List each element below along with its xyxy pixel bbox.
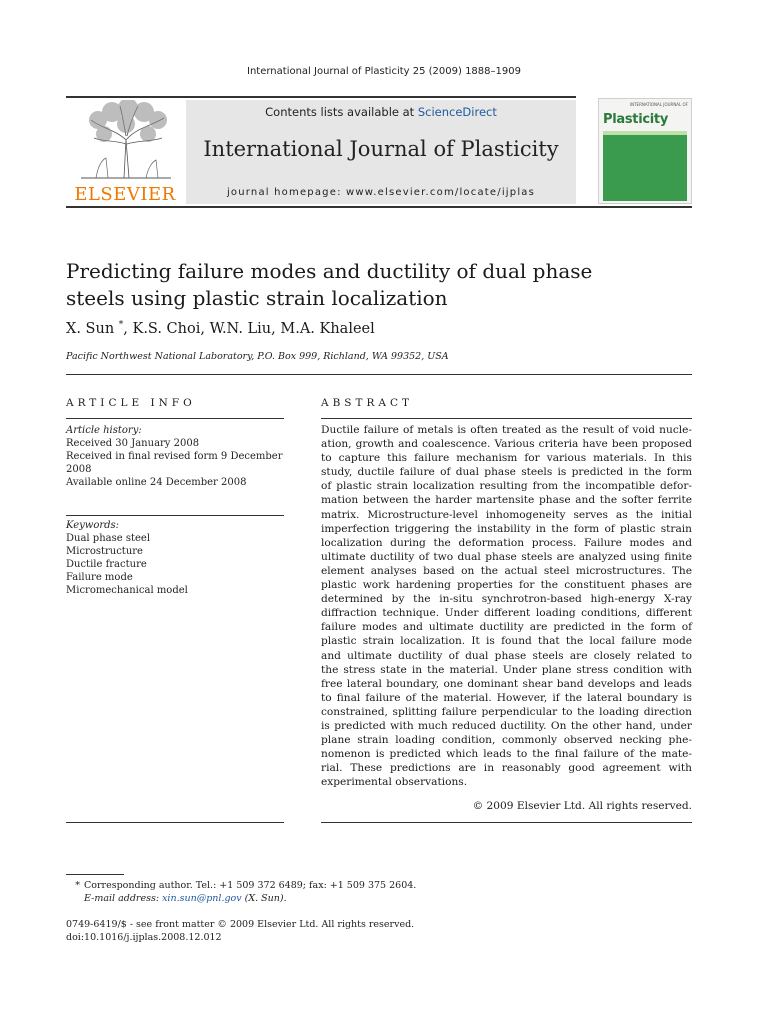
abstract-line: mation between the harder martensite phase and the softer ferrite [321, 494, 692, 507]
article-history [66, 424, 284, 489]
abstract-heading: ABSTRACT [321, 397, 414, 409]
footnote-rule [66, 874, 124, 875]
cover-art [603, 131, 687, 201]
contents-line [186, 105, 576, 119]
footnote [66, 879, 566, 905]
journal-banner [186, 100, 576, 204]
contents-prefix: Contents lists available at [265, 105, 418, 119]
keyword-item: Microstructure [66, 546, 143, 557]
abstract-line: plastic work hardening properties for the constituent phases are [321, 579, 692, 592]
abstract-line: localization during the deformation process. Failure modes and [321, 536, 692, 549]
abstract-line: nomenon is predicted which leads to the final failure of the mate- [321, 748, 692, 761]
elsevier-tree-icon [76, 100, 176, 180]
article-title-line: Predicting failure modes and ductility of dual phase [66, 259, 593, 283]
abstract-line: plane strain loading condition, commonly observed necking phe- [321, 734, 692, 747]
abstract-end-rule [321, 822, 692, 823]
cover-stripe [603, 131, 687, 135]
abstract-line: constrained, splitting failure perpendicular to the loading direction [321, 705, 692, 718]
abstract-line: plastic strain localization. It is found that the local failure mode [321, 635, 692, 648]
abstract-copyright: © 2009 Elsevier Ltd. All rights reserved. [472, 800, 692, 812]
abstract-line: matrix. Microstructure-level inhomogeneity serves as the initial [321, 508, 692, 521]
sciencedirect-link[interactable]: ScienceDirect [417, 105, 497, 119]
journal-name: International Journal of Plasticity [203, 137, 559, 161]
abstract-line: study, ductile failure of dual phase steels is predicted in the form [321, 466, 692, 479]
history-label: Article history: [66, 425, 142, 436]
history-item: Received in final revised form 9 December [66, 451, 283, 462]
journal-cover-thumbnail [598, 98, 692, 204]
keyword-item: Failure mode [66, 572, 133, 583]
keywords-label: Keywords: [66, 520, 120, 531]
abstract-line: of plastic strain localization resulting from the incompatible defor- [321, 480, 692, 493]
email-label: E-mail address: [84, 893, 160, 904]
journal-homepage[interactable]: journal homepage: www.elsevier.com/locate/ijplas [226, 187, 536, 198]
abstract-line: failure modes and ultimate ductility are predicted in the form of [321, 621, 692, 634]
corresponding-text: Corresponding author. Tel.: +1 509 372 6489; fax: +1 509 375 2604. [84, 880, 417, 891]
email-suffix: (X. Sun). [241, 893, 287, 904]
doi-line[interactable]: doi:10.1016/j.ijplas.2008.12.012 [66, 932, 222, 943]
author-first: X. Sun [66, 320, 115, 337]
article-title-line: steels using plastic strain localization [66, 286, 448, 310]
abstract-line: experimental observations. [321, 776, 468, 789]
affiliation: Pacific Northwest National Laboratory, P.O. Box 999, Richland, WA 99352, USA [66, 351, 449, 362]
corresponding-mark[interactable]: * [118, 320, 124, 330]
abstract-line: ation, growth and coalescence. Various criteria have been proposed [321, 438, 692, 451]
abstract-line: ultimate ductility of two dual phase steels are analyzed using finite [321, 550, 692, 563]
email-link[interactable]: xin.sun@pnl.gov [162, 893, 242, 904]
abstract-line: Ductile failure of metals is often treated as the result of void nucle- [321, 424, 692, 436]
history-item: Available online 24 December 2008 [66, 477, 247, 488]
keywords-rule [66, 515, 284, 516]
keyword-item: Ductile fracture [66, 559, 147, 570]
abstract-line: free lateral boundary, one dominant shear band develops and leads [321, 677, 692, 690]
abstract-line: imperfection triggering the instability in the form of plastic strain [321, 522, 692, 535]
article-title [66, 258, 666, 312]
abstract-body [321, 423, 692, 789]
abstract-line: to capture this failure mechanism for various materials. In this [321, 452, 692, 465]
corresponding-author-note [66, 879, 566, 892]
publication-meta [66, 918, 414, 944]
abstract-rule [321, 418, 692, 419]
title-divider [66, 374, 692, 375]
cover-journal-name: Plasticity [603, 112, 669, 127]
email-line [66, 892, 566, 905]
abstract-line: rial. These predictions are in reasonably good agreement with [321, 762, 692, 775]
cover-top-text: INTERNATIONAL JOURNAL OF [629, 102, 688, 107]
article-info-rule [66, 418, 284, 419]
keyword-item: Dual phase steel [66, 533, 151, 544]
abstract-line: and ultimate ductility of dual phase steels are closely related to [321, 649, 692, 662]
authors-rest: , K.S. Choi, W.N. Liu, M.A. Khaleel [123, 320, 375, 337]
footnote-mark: * [75, 880, 80, 891]
keywords-block [66, 519, 284, 597]
elsevier-wordmark: ELSEVIER [74, 184, 176, 205]
elsevier-logo [66, 100, 184, 204]
author-list [66, 320, 375, 337]
abstract-line: determined by the in-situ synchrotron-based high-energy X-ray [321, 593, 692, 606]
keyword-item: Micromechanical model [66, 585, 188, 596]
history-item: 2008 [66, 464, 92, 475]
abstract-line: diffraction technique. Under different loading conditions, different [321, 607, 692, 620]
journal-reference: International Journal of Plasticity 25 (2009) 1888–1909 [247, 66, 521, 77]
abstract-line: is predicted with much reduced ductility. On the other hand, under [321, 719, 692, 732]
header-bottom-rule [66, 206, 692, 208]
abstract-line: to final failure of the material. However, if the lateral boundary is [321, 691, 692, 704]
header-top-rule [66, 96, 576, 98]
issn-line: 0749-6419/$ - see front matter © 2009 Elsevier Ltd. All rights reserved. [66, 919, 415, 930]
abstract-line: the stress state in the material. Under plane stress condition with [321, 663, 692, 676]
abstract-line: element analyses based on the actual steel microstructures. The [321, 564, 692, 577]
article-info-end-rule [66, 822, 284, 823]
article-info-heading: ARTICLE INFO [66, 397, 196, 409]
history-item: Received 30 January 2008 [66, 438, 200, 449]
